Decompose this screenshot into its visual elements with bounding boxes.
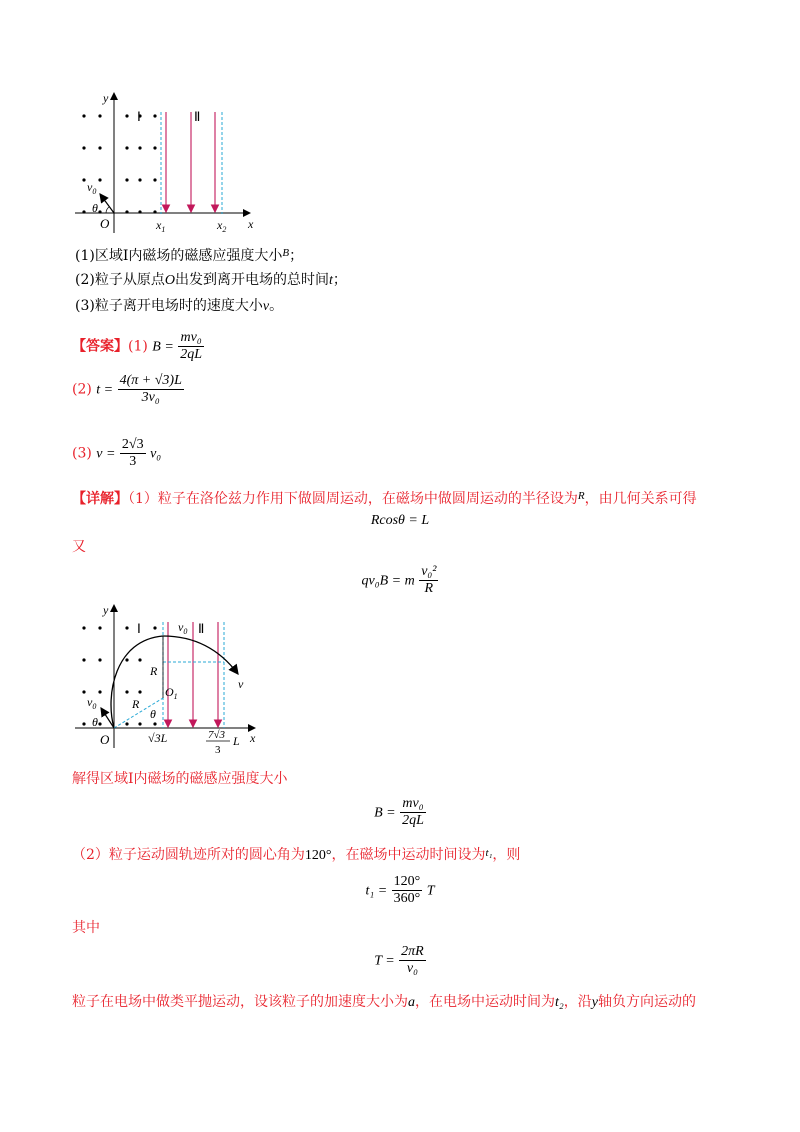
figure-1 [70, 88, 260, 238]
x-label: x [248, 217, 254, 231]
R-bottom-label: R [132, 697, 140, 711]
theta-arc [106, 207, 109, 213]
origin-label: O [100, 216, 110, 231]
detail-paragraph-2: （2）粒子运动圆轨迹所对的圆心角为120°，在磁场中运动时间设为$^{t_1}$，则 [72, 847, 521, 863]
question-2: (2)粒子从原点O出发到离开电场的总时间t； [75, 272, 347, 288]
equation-4: t₁ = $\frac{120^\circ}{360^\circ}$ T [365, 874, 435, 906]
svg-text:L: L [233, 734, 240, 748]
answer-3: (3) v = $\frac{2√3}{3}$ v₀ [72, 437, 162, 469]
solve-text: 解得区域Ⅰ内磁场的磁感应强度大小 [72, 771, 288, 787]
theta-center-label: θ [150, 707, 156, 721]
figure-2 [70, 600, 270, 765]
you-text: 又 [72, 539, 86, 555]
R-top-label: R [150, 664, 158, 678]
equation-3: B = $\frac{\text{mv₀}}{2qL}$ [374, 796, 424, 828]
O1-label: $O_1$ [165, 685, 178, 701]
x2-label: $x_2$ [217, 218, 227, 234]
x-label: x [250, 731, 256, 745]
region-2-label: Ⅱ [194, 109, 201, 124]
region-1-label: Ⅰ [137, 109, 141, 124]
qizhong-text: 其中 [72, 920, 100, 936]
y-label: y [103, 603, 109, 617]
v0-label: $v_0$ [87, 180, 97, 196]
equation-2: qv₀B = m $\frac{\text{v₀²}}{R}$ [361, 564, 437, 596]
y-label: y [103, 91, 109, 105]
tick-1-label: √3L [148, 731, 168, 745]
answer-2: (2) t = $\frac{4(\pi + √3)L}{\text{3v₀}}$ [72, 373, 182, 405]
v0-left-label: $v_0$ [87, 695, 97, 711]
x1-label: $x_1$ [156, 218, 166, 234]
theta-left-label: θ [92, 715, 98, 729]
equation-1: Rcosθ = L [370, 513, 430, 528]
region-2-label: Ⅱ [198, 621, 205, 636]
question-3: (3)粒子离开电场时的速度大小v。 [75, 298, 284, 314]
equation-5: T = $\frac{2\pi R}{\text{v₀}}$ [374, 944, 424, 976]
svg-text:3: 3 [215, 744, 221, 756]
field-dots [82, 114, 156, 213]
detail-paragraph-3: 粒子在电场中做类平抛运动，设该粒子的加速度大小为a，在电场中运动时间为t₂，沿y轴负方向运动的 [72, 994, 696, 1010]
region-1-label: Ⅰ [137, 621, 141, 636]
detail-paragraph-1: 【详解】（1）粒子在洛伦兹力作用下做圆周运动，在磁场中做圆周运动的半径设为$^R$，由几何关系可得 [72, 490, 697, 507]
v0-top-label: $v_0$ [178, 620, 188, 636]
answer-1: 【答案】(1) B = $\frac{\text{mv₀}}{2qL}$ [72, 330, 203, 362]
answer-label: 【答案】 [72, 338, 128, 355]
origin-label: O [100, 732, 110, 747]
question-1: (1)区域Ⅰ内磁场的磁感应强度大小$^B$； [75, 247, 304, 264]
v-label: v [238, 677, 244, 691]
trajectory-parabola [163, 636, 238, 674]
tick-2-label [206, 729, 240, 756]
detail-label: 【详解】 [72, 491, 128, 507]
svg-text:7√3: 7√3 [208, 729, 226, 741]
theta-label: θ [92, 201, 98, 215]
